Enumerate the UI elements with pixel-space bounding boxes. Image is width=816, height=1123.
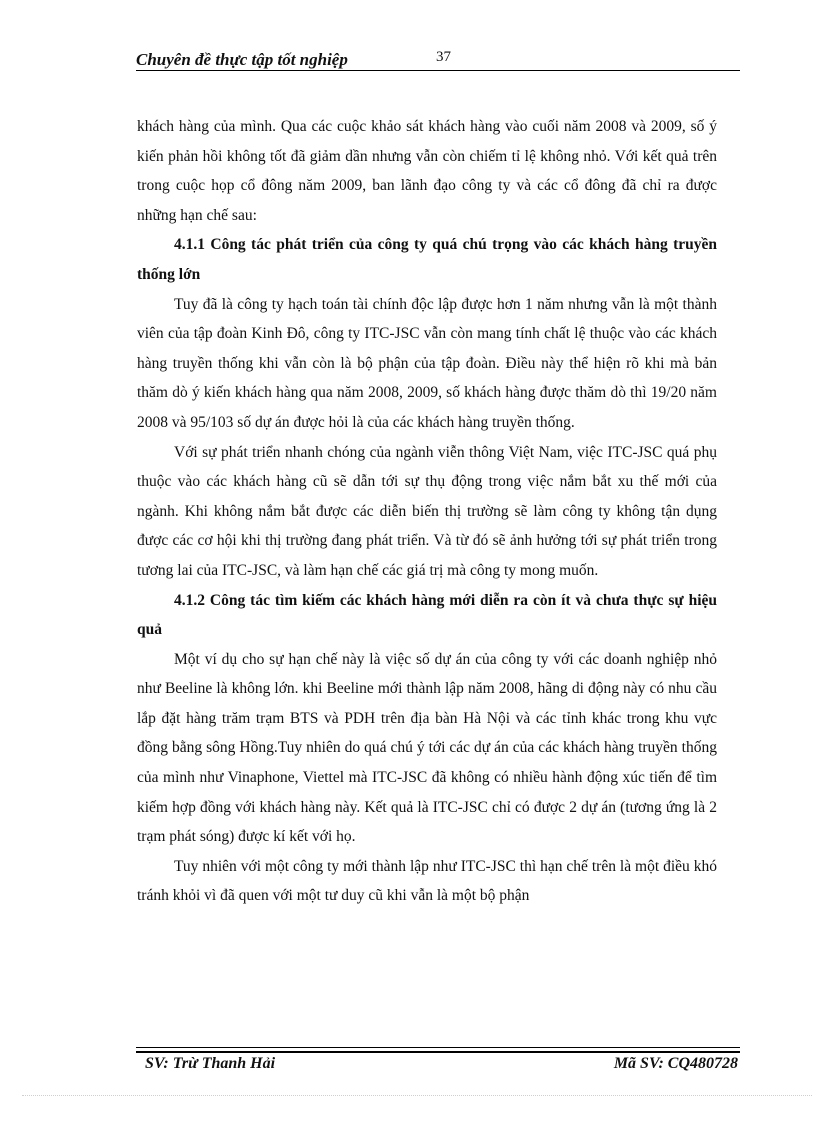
- footer-student-id: Mã SV: CQ480728: [613, 1055, 738, 1072]
- footer-divider-thick: [136, 1051, 740, 1053]
- page-number: 37: [436, 49, 451, 65]
- header-title: Chuyên đề thực tập tốt nghiệp: [136, 50, 348, 69]
- page-edge: [22, 1095, 812, 1096]
- footer-student-name: SV: Trừ Thanh Hải: [145, 1055, 276, 1072]
- section-heading: 4.1.1 Công tác phát triển của công ty quá chú trọng vào các khách hàng truyền thống lớn: [137, 236, 717, 283]
- paragraph: Với sự phát triển nhanh chóng của ngành viễn thông Việt Nam, việc ITC-JSC quá phụ thuộc vào các khách hàng cũ sẽ dẫn tới sự thụ động trong việc nắm bắt xu thế mới của ngành. Khi không nắm bắt được các diễn biến thị trường sẽ làm công ty không tận dụng được các cơ hội khi thị trường đang phát triển. Và từ đó sẽ ảnh hưởng tới sự phát triển trong tương lai của ITC-JSC, và làm hạn chế các giá trị mà công ty mong muốn.: [137, 443, 717, 579]
- document-body: [137, 112, 717, 911]
- paragraph: Tuy đã là công ty hạch toán tài chính độc lập được hơn 1 năm nhưng vẫn là một thành viên của tập đoàn Kinh Đô, công ty ITC-JSC vẫn còn mang tính chất lệ thuộc vào các khách hàng truyền thống khi vẫn còn là bộ phận của tập đoàn. Điều này thể hiện rõ khi mà bản thăm dò ý kiến khách hàng qua năm 2008, 2009, số khách hàng được thăm dò thì 19/20 năm 2008 và 95/103 số dự án được hỏi là của các khách hàng truyền thống.: [137, 295, 717, 431]
- paragraph: Một ví dụ cho sự hạn chế này là việc số dự án của công ty với các doanh nghiệp nhỏ như Beeline là không lớn. khi Beeline mới thành lập năm 2008, hãng di động này có nhu cầu lắp đặt hàng trăm trạm BTS và PDH trên địa bàn Hà Nội và các tỉnh khác trong khu vực đồng bằng sông Hồng.Tuy nhiên do quá chú ý tới các dự án của các khách hàng truyền thống của mình như Vinaphone, Viettel mà ITC-JSC đã không có nhiều hành động xúc tiến để tìm kiếm hợp đồng với khách hàng này. Kết quả là ITC-JSC chỉ có được 2 dự án (tương ứng là 2 trạm phát sóng) được kí kết với họ.: [137, 650, 717, 846]
- paragraph: Tuy nhiên với một công ty mới thành lập như ITC-JSC thì hạn chế trên là một điều khó tránh khỏi vì đã quen với một tư duy cũ khi vẫn là một bộ phận: [137, 857, 717, 905]
- footer-divider: [136, 1047, 740, 1048]
- section-heading: 4.1.2 Công tác tìm kiếm các khách hàng mới diễn ra còn ít và chưa thực sự hiệu quả: [137, 591, 717, 639]
- header-divider: [136, 70, 740, 71]
- page-header: [136, 50, 740, 72]
- paragraph: khách hàng của mình. Qua các cuộc khảo sát khách hàng vào cuối năm 2008 và 2009, số ý kiến phản hồi không tốt đã giảm dần nhưng vẫn còn chiếm tỉ lệ không nhỏ. Với kết quả trên trong cuộc họp cổ đông năm 2009, ban lãnh đạo công ty và các cổ đông đã chỉ ra được những hạn chế sau:: [137, 118, 717, 224]
